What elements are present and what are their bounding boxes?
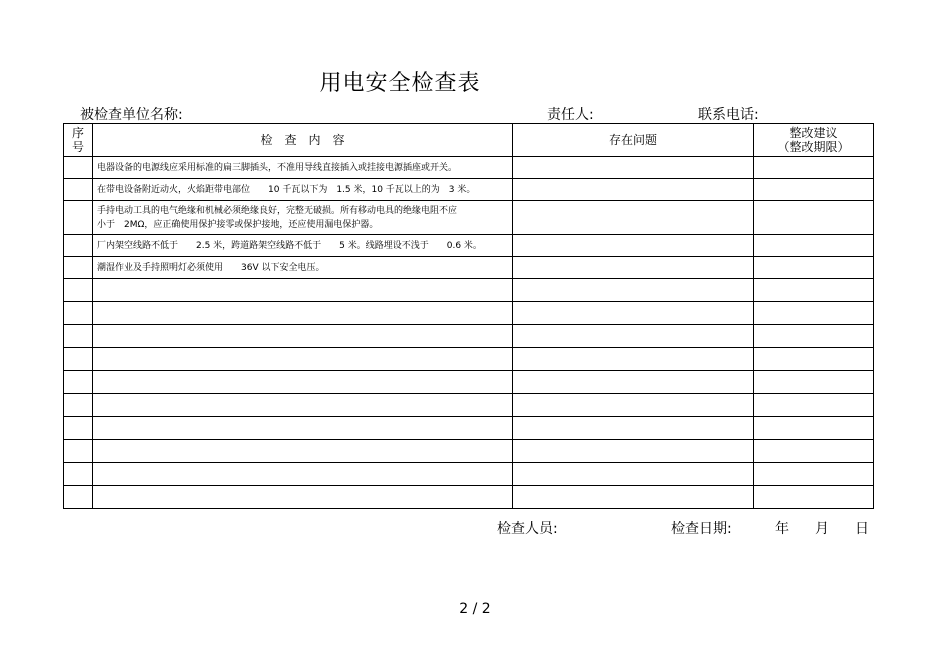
row-advice-cell <box>754 279 874 302</box>
table-row <box>64 463 874 486</box>
content-header: 检 查 内 容 <box>93 124 513 157</box>
table-row <box>64 201 874 235</box>
row-advice-cell <box>754 179 874 201</box>
table-row <box>64 279 874 302</box>
row-advice-cell <box>754 440 874 463</box>
contact-phone-label: 联系电话: <box>698 107 759 123</box>
row-content-cell <box>93 325 513 348</box>
advice-header-line1: 整改建议 <box>789 126 838 140</box>
problem-header: 存在问题 <box>513 124 754 157</box>
row-advice-cell <box>754 325 874 348</box>
row-problem-cell <box>513 302 754 325</box>
table-row <box>64 157 874 179</box>
row-problem-cell <box>513 440 754 463</box>
table-row <box>64 486 874 509</box>
row-advice-cell <box>754 394 874 417</box>
row-content-cell: 潮湿作业及手持照明灯必须使用 36V 以下安全电压。 <box>93 257 513 279</box>
table-row <box>64 394 874 417</box>
row-content-cell: 在带电设备附近动火，火焰距带电部位 10 千瓦以下为 1.5 米，10 千瓦以上的为 3 米。 <box>93 179 513 201</box>
row-seq-cell <box>64 201 93 235</box>
row-content-cell <box>93 463 513 486</box>
row-content-cell <box>93 371 513 394</box>
row-advice-cell <box>754 486 874 509</box>
row-problem-cell <box>513 257 754 279</box>
row-content-cell: 厂内架空线路不低于 2.5 米，跨道路架空线路不低于 5 米。线路埋设不浅于 0.6 米。 <box>93 235 513 257</box>
row-seq-cell <box>64 371 93 394</box>
row-seq-cell <box>64 486 93 509</box>
row-seq-cell <box>64 279 93 302</box>
row-content-cell: 手持电动工具的电气绝缘和机械必须绝缘良好，完整无破损。所有移动电具的绝缘电阻不应 小于 2MΩ，应正确使用保护接零或保护接地，还应使用漏电保护器。 <box>93 201 513 235</box>
row-seq-cell <box>64 302 93 325</box>
row-problem-cell <box>513 394 754 417</box>
page-number: 2 / 2 <box>459 601 491 617</box>
row-seq-cell <box>64 394 93 417</box>
row-seq-cell <box>64 235 93 257</box>
table-row <box>64 325 874 348</box>
row-problem-cell <box>513 325 754 348</box>
table-row <box>64 440 874 463</box>
table-row <box>64 371 874 394</box>
date-month: 月 <box>815 521 829 537</box>
row-content-cell <box>93 417 513 440</box>
row-problem-cell <box>513 463 754 486</box>
table-row <box>64 179 874 201</box>
row-advice-cell <box>754 157 874 179</box>
advice-header <box>754 124 874 157</box>
row-advice-cell <box>754 463 874 486</box>
row-seq-cell <box>64 440 93 463</box>
row-problem-cell <box>513 179 754 201</box>
row-problem-cell <box>513 417 754 440</box>
row-content-cell <box>93 279 513 302</box>
row-problem-cell <box>513 486 754 509</box>
seq-header-line1: 序 <box>71 126 84 140</box>
page-title: 用电安全检查表 <box>319 71 481 96</box>
table-row <box>64 257 874 279</box>
advice-header-line2: （整改期限） <box>777 140 850 154</box>
row-content-cell <box>93 348 513 371</box>
row-seq-cell <box>64 157 93 179</box>
row-seq-cell <box>64 179 93 201</box>
row-content-cell <box>93 440 513 463</box>
row-content-cell <box>93 302 513 325</box>
row-content-cell <box>93 394 513 417</box>
inspection-table <box>63 123 874 509</box>
row-advice-cell <box>754 201 874 235</box>
row-problem-cell <box>513 348 754 371</box>
table-header-row <box>64 124 874 157</box>
row-advice-cell <box>754 302 874 325</box>
row-problem-cell <box>513 371 754 394</box>
row-seq-cell <box>64 348 93 371</box>
row-seq-cell <box>64 257 93 279</box>
table-row <box>64 417 874 440</box>
row-problem-cell <box>513 201 754 235</box>
table-row <box>64 235 874 257</box>
table-row <box>64 302 874 325</box>
row-content-cell <box>93 486 513 509</box>
row-advice-cell <box>754 417 874 440</box>
inspection-date-label: 检查日期: <box>671 521 732 537</box>
table-row <box>64 348 874 371</box>
seq-header <box>64 124 93 157</box>
row-content-cell: 电器设备的电源线应采用标准的扁三脚插头，不准用导线直接插入或挂接电源插座或开关。 <box>93 157 513 179</box>
row-advice-cell <box>754 371 874 394</box>
inspected-unit-label: 被检查单位名称: <box>80 107 183 123</box>
row-advice-cell <box>754 257 874 279</box>
row-seq-cell <box>64 463 93 486</box>
inspector-label: 检查人员: <box>497 521 558 537</box>
row-problem-cell <box>513 279 754 302</box>
row-seq-cell <box>64 325 93 348</box>
row-problem-cell <box>513 157 754 179</box>
date-day: 日 <box>855 521 869 537</box>
row-advice-cell <box>754 348 874 371</box>
row-advice-cell <box>754 235 874 257</box>
row-seq-cell <box>64 417 93 440</box>
responsible-person-label: 责任人: <box>547 107 594 123</box>
seq-header-line2: 号 <box>71 140 84 154</box>
row-problem-cell <box>513 235 754 257</box>
date-year: 年 <box>775 521 789 537</box>
